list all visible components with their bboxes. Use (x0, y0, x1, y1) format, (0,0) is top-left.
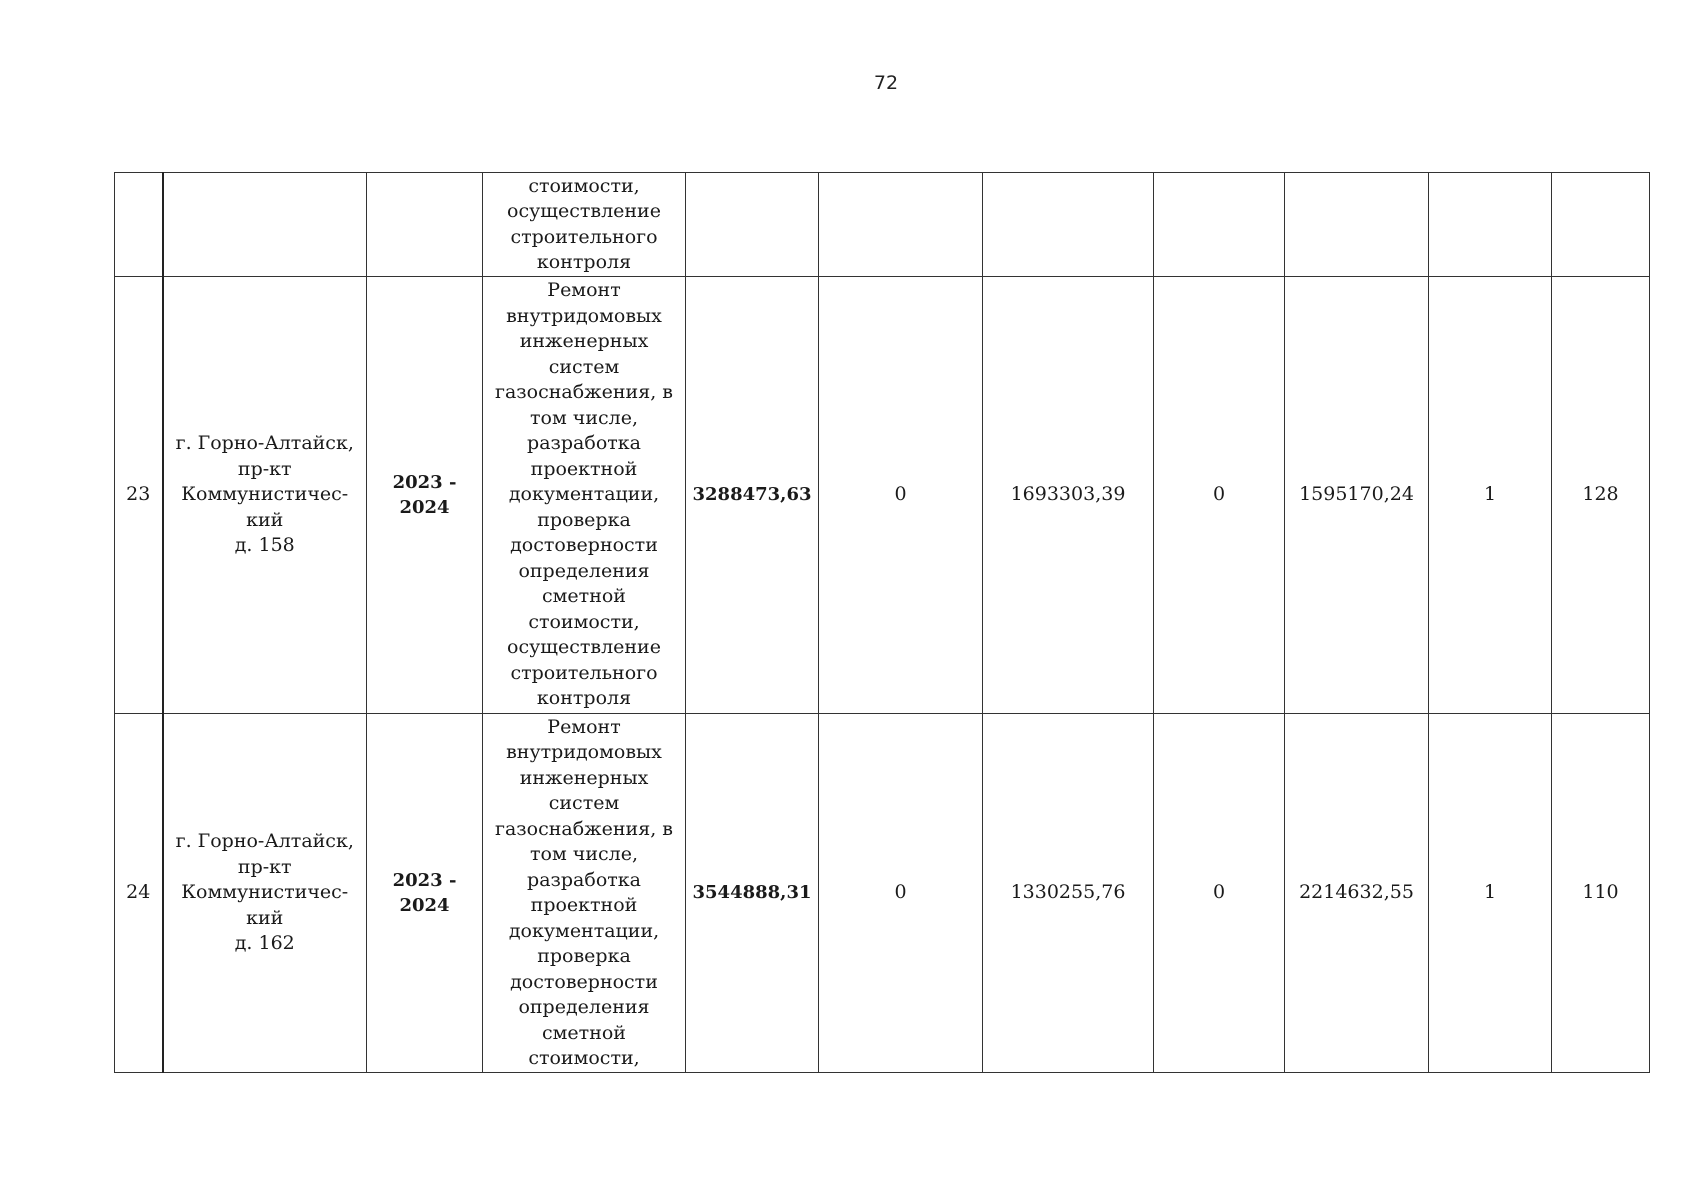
row-number (115, 173, 163, 277)
period-cell (367, 173, 483, 277)
row-number: 24 (115, 714, 163, 1073)
value-cell (1154, 173, 1285, 277)
total-cost-cell: 3288473,63 (686, 277, 819, 714)
value-cell: 2214632,55 (1285, 714, 1429, 1073)
value-cell (1285, 173, 1429, 277)
work-type-cell: Ремонт внутридомовых инженерных систем газоснабжения, в том числе, разработка проектной документации, проверка достоверности определения сметной стоимости, (483, 714, 686, 1073)
value-cell: 0 (1154, 714, 1285, 1073)
value-cell: 0 (1154, 277, 1285, 714)
row-number: 23 (115, 277, 163, 714)
value-cell: 1 (1429, 714, 1552, 1073)
value-cell (1552, 173, 1650, 277)
work-type-cell: стоимости, осуществление строительного контроля (483, 173, 686, 277)
total-cost-cell (686, 173, 819, 277)
value-cell: 0 (819, 277, 983, 714)
value-cell: 1595170,24 (1285, 277, 1429, 714)
work-type-cell: Ремонт внутридомовых инженерных систем газоснабжения, в том числе, разработка проектной документации, проверка достоверности определения сметной стоимости, осуществление строительного контроля (483, 277, 686, 714)
total-cost-cell: 3544888,31 (686, 714, 819, 1073)
value-cell (1429, 173, 1552, 277)
value-cell: 128 (1552, 277, 1650, 714)
value-cell: 0 (819, 714, 983, 1073)
value-cell: 1693303,39 (983, 277, 1154, 714)
value-cell (983, 173, 1154, 277)
value-cell: 1330255,76 (983, 714, 1154, 1073)
period-cell: 2023 - 2024 (367, 714, 483, 1073)
address-cell (163, 173, 367, 277)
address-cell: г. Горно-Алтайск, пр-кт Коммунистичес-кий д. 162 (163, 714, 367, 1073)
value-cell: 110 (1552, 714, 1650, 1073)
address-cell: г. Горно-Алтайск, пр-кт Коммунистичес-кий д. 158 (163, 277, 367, 714)
page-number: 72 (873, 72, 899, 94)
value-cell (819, 173, 983, 277)
value-cell: 1 (1429, 277, 1552, 714)
period-cell: 2023 - 2024 (367, 277, 483, 714)
works-table (114, 172, 1650, 1073)
table-row (115, 277, 1650, 714)
table-row (115, 714, 1650, 1073)
table-row (115, 173, 1650, 277)
